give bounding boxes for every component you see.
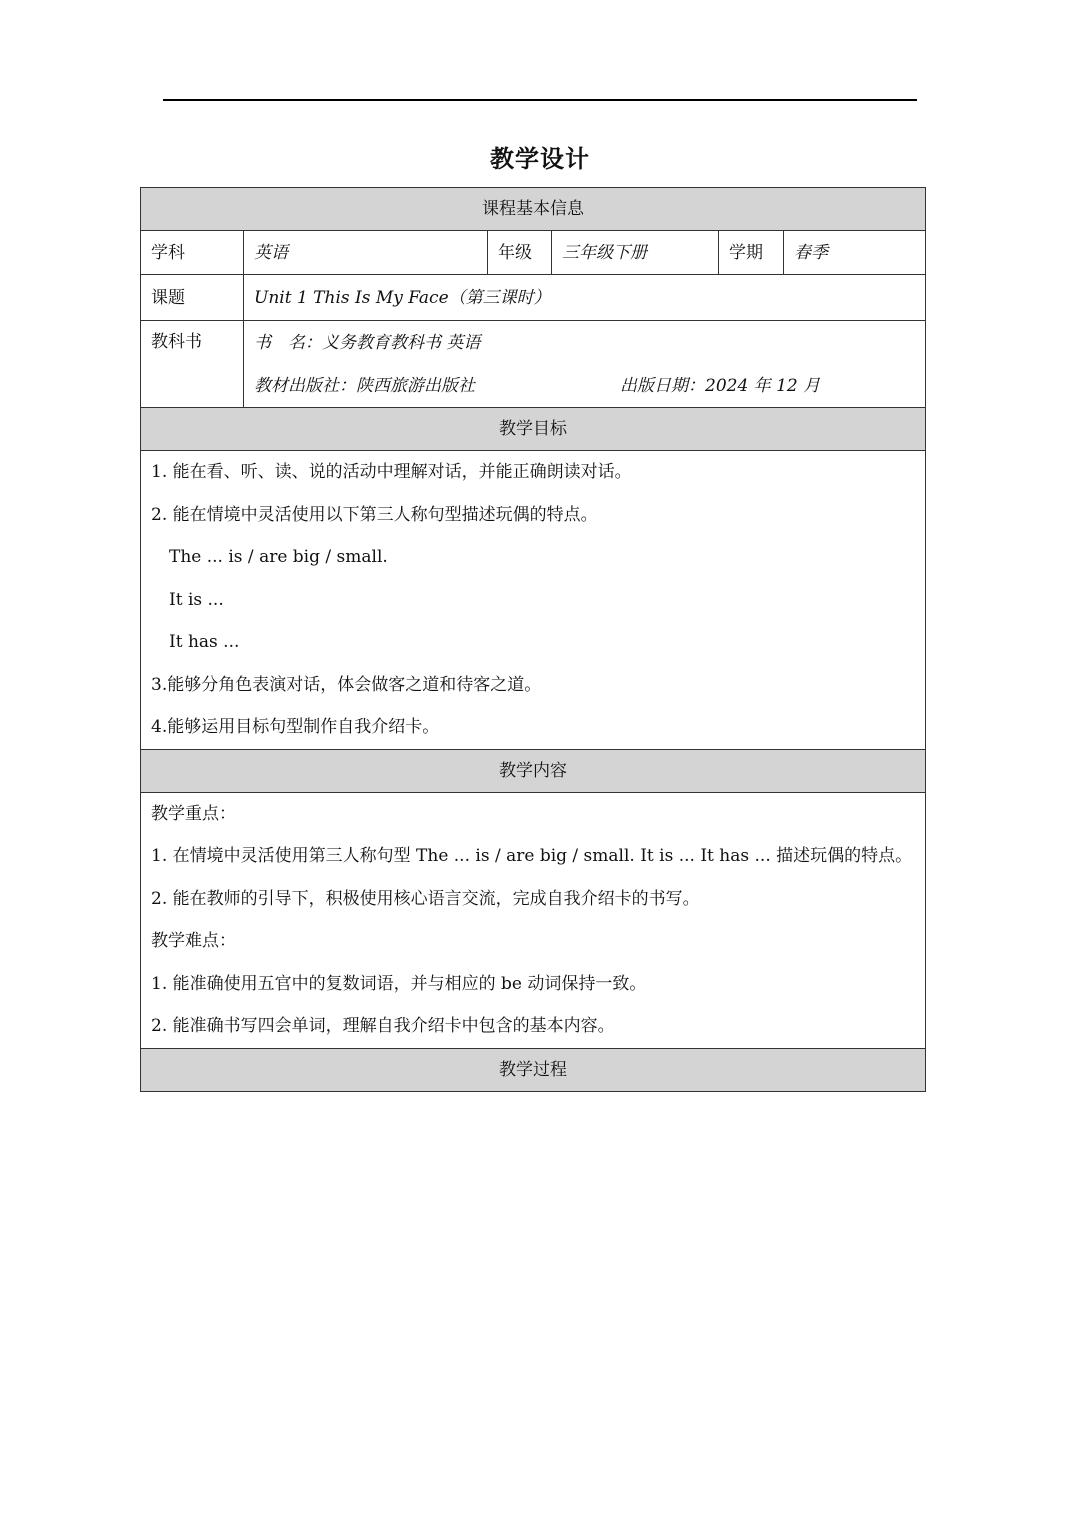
book-name-line [254,321,915,364]
textbook-label: 教科书 [141,321,244,408]
objectives-section-title: 教学目标 [141,408,926,451]
objectives-body-row [141,451,926,750]
sentence-pattern: It is ... [169,589,224,610]
content-list [141,792,926,1048]
objective-item: 2. 能在情境中灵活使用以下第三人称句型描述玩偶的特点。 [151,504,598,525]
document-title: 教学设计 [490,145,590,173]
grade-value: 三年级下册 [552,231,719,275]
textbook-details [244,321,926,408]
publication-date-text: 出版日期：2024 年 12 月 [620,375,821,396]
topic-value: Unit 1 This Is My Face（第三课时） [244,275,926,321]
publisher-line [254,364,915,407]
header-rule [163,99,917,101]
topic-label: 课题 [141,275,244,321]
objective-item: 3.能够分角色表演对话，体会做客之道和待客之道。 [151,674,542,695]
content-item: 2. 能在教师的引导下，积极使用核心语言交流，完成自我介绍卡的书写。 [151,888,700,909]
objectives-header-row [141,408,926,451]
content-item: 1. 能准确使用五官中的复数词语，并与相应的 be 动词保持一致。 [151,973,647,994]
basic-info-header-row [141,188,926,231]
difficulties-heading: 教学难点： [151,931,236,951]
sentence-pattern: It has ... [169,632,240,652]
textbook-row [141,321,926,408]
subject-label: 学科 [141,231,244,275]
term-label: 学期 [719,231,784,275]
content-item: 1. 在情境中灵活使用第三人称句型 The ... is / are big / small. It is ... It has ... 描述玩偶的特点。 [151,846,913,866]
objective-item: 4.能够运用目标句型制作自我介绍卡。 [151,717,440,737]
objectives-list [141,451,926,750]
content-header-row [141,749,926,792]
subject-row [141,231,926,275]
book-name-text: 书 名：义务教育教科书 英语 [254,332,481,353]
objective-item: 1. 能在看、听、读、说的活动中理解对话，并能正确朗读对话。 [151,462,632,482]
basic-info-section-title: 课程基本信息 [141,188,926,231]
key-points-heading: 教学重点： [151,803,236,824]
topic-row [141,275,926,321]
sentence-pattern: The ... is / are big / small. [169,547,388,567]
subject-value: 英语 [244,231,488,275]
term-value: 春季 [784,231,926,275]
grade-label: 年级 [488,231,552,275]
process-header-row [141,1048,926,1091]
process-section-title: 教学过程 [141,1048,926,1091]
publisher-text: 教材出版社：陕西旅游出版社 [254,375,475,396]
content-body-row [141,792,926,1048]
lesson-plan-table [140,187,926,1092]
content-item: 2. 能准确书写四会单词，理解自我介绍卡中包含的基本内容。 [151,1016,615,1036]
content-section-title: 教学内容 [141,749,926,792]
